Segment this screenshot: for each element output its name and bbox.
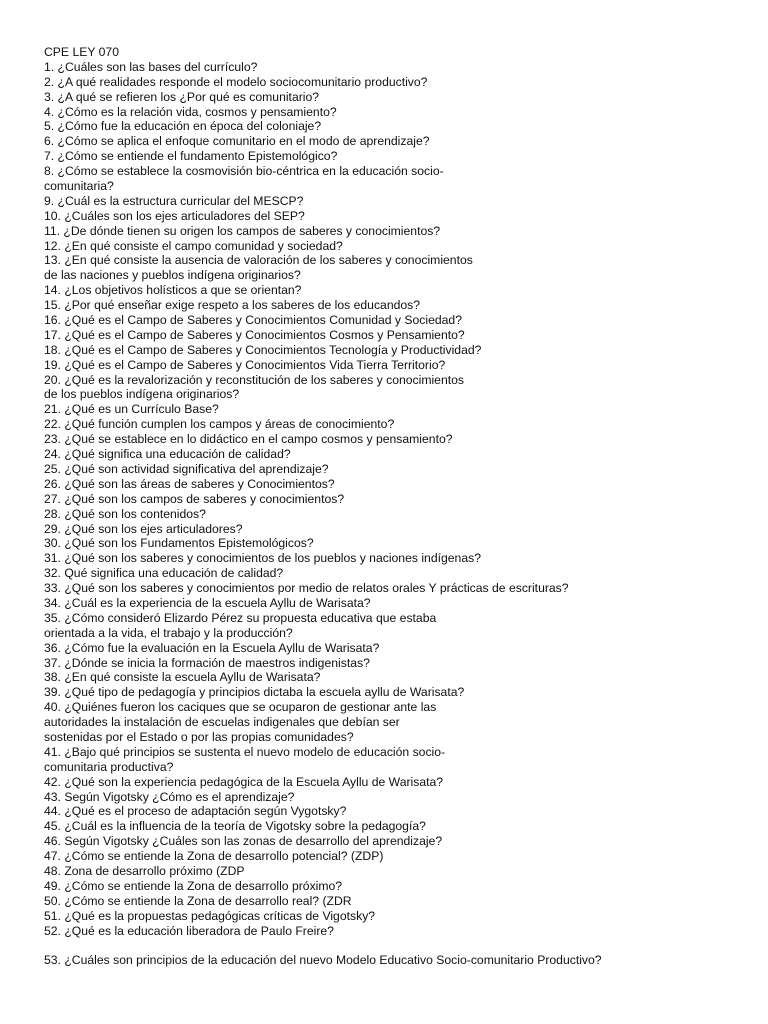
document-page	[44, 45, 744, 968]
question-line: 27. ¿Qué son los campos de saberes y conocimientos?	[44, 491, 345, 506]
question-line: 4. ¿Cómo es la relación vida, cosmos y pensamiento?	[44, 104, 337, 119]
question-line: 50. ¿Cómo se entiende la Zona de desarrollo real? (ZDR	[44, 893, 352, 908]
question-line: 19. ¿Qué es el Campo de Saberes y Conocimientos Vida Tierra Territorio?	[44, 357, 446, 372]
question-line-final: 53. ¿Cuáles son principios de la educación del nuevo Modelo Educativo Socio-comunitario Productivo?	[44, 953, 602, 968]
question-line: 36. ¿Cómo fue la evaluación en la Escuela Ayllu de Warisata?	[44, 640, 380, 655]
question-line: orientada a la vida, el trabajo y la producción?	[44, 625, 293, 640]
question-line: 41. ¿Bajo qué principios se sustenta el nuevo modelo de educación socio-	[44, 744, 446, 759]
question-line: 9. ¿Cuál es la estructura curricular del MESCP?	[44, 193, 304, 208]
question-line: 7. ¿Cómo se entiende el fundamento Epistemológico?	[44, 149, 338, 164]
question-line: 48. Zona de desarrollo próximo (ZDP	[44, 863, 245, 878]
question-line: 25. ¿Qué son actividad significativa del aprendizaje?	[44, 461, 329, 476]
question-line: comunitaria productiva?	[44, 759, 174, 774]
question-line: 6. ¿Cómo se aplica el enfoque comunitario en el modo de aprendizaje?	[44, 134, 430, 149]
question-line: 22. ¿Qué función cumplen los campos y áreas de conocimiento?	[44, 417, 395, 432]
question-line: 18. ¿Qué es el Campo de Saberes y Conocimientos Tecnología y Productividad?	[44, 342, 482, 357]
question-line: 12. ¿En qué consiste el campo comunidad y sociedad?	[44, 238, 343, 253]
question-line: 8. ¿Cómo se establece la cosmovisión bio-céntrica en la educación socio-	[44, 164, 444, 179]
question-line: 42. ¿Qué son la experiencia pedagógica de la Escuela Ayllu de Warisata?	[44, 774, 444, 789]
question-line: 21. ¿Qué es un Currículo Base?	[44, 402, 219, 417]
question-line: 3. ¿A qué se refieren los ¿Por qué es comunitario?	[44, 89, 320, 104]
question-line: 29. ¿Qué son los ejes articuladores?	[44, 521, 243, 536]
question-line: 33. ¿Qué son los saberes y conocimientos por medio de relatos orales Y prácticas de escrituras?	[44, 581, 569, 596]
question-line: 5. ¿Cómo fue la educación en época del coloniaje?	[44, 119, 322, 134]
question-line: 26. ¿Qué son las áreas de saberes y Conocimientos?	[44, 476, 335, 491]
question-line: 32. Qué significa una educación de calidad?	[44, 566, 284, 581]
question-line: sostenidas por el Estado o por las propias comunidades?	[44, 729, 354, 744]
question-line: de las naciones y pueblos indígena originarios?	[44, 268, 301, 283]
question-line: 34. ¿Cuál es la experiencia de la escuela Ayllu de Warisata?	[44, 595, 371, 610]
question-line: autoridades la instalación de escuelas indigenales que debían ser	[44, 715, 400, 730]
question-line: 45. ¿Cuál es la influencia de la teoría de Vigotsky sobre la pedagogía?	[44, 819, 426, 834]
question-line: de los pueblos indígena originarios?	[44, 387, 240, 402]
question-line: 1. ¿Cuáles son las bases del currículo?	[44, 59, 258, 74]
question-list	[44, 60, 744, 939]
question-line: 39. ¿Qué tipo de pedagogía y principios dictaba la escuela ayllu de Warisata?	[44, 685, 465, 700]
question-line: 38. ¿En qué consiste la escuela Ayllu de Warisata?	[44, 670, 321, 685]
question-line: 51. ¿Qué es la propuestas pedagógicas críticas de Vigotsky?	[44, 908, 376, 923]
question-line: 28. ¿Qué son los contenidos?	[44, 506, 206, 521]
question-line: 13. ¿En qué consiste la ausencia de valoración de los saberes y conocimientos	[44, 253, 473, 268]
question-line: 43. Según Vigotsky ¿Cómo es el aprendizaje?	[44, 789, 295, 804]
question-line: 49. ¿Cómo se entiende la Zona de desarrollo próximo?	[44, 878, 343, 893]
question-line: 15. ¿Por qué enseñar exige respeto a los saberes de los educandos?	[44, 298, 421, 313]
question-line: 16. ¿Qué es el Campo de Saberes y Conocimientos Comunidad y Sociedad?	[44, 313, 462, 328]
document-title: CPE LEY 070	[44, 45, 119, 59]
question-line: 11. ¿De dónde tienen su origen los campos de saberes y conocimientos?	[44, 223, 441, 238]
question-line: 35. ¿Cómo consideró Elizardo Pérez su propuesta educativa que estaba	[44, 610, 437, 625]
question-line: 46. Según Vigotsky ¿Cuáles son las zonas de desarrollo del aprendizaje?	[44, 834, 443, 849]
question-line: comunitaria?	[44, 179, 114, 194]
question-line: 52. ¿Qué es la educación liberadora de Paulo Freire?	[44, 923, 334, 938]
question-line: 44. ¿Qué es el proceso de adaptación según Vygotsky?	[44, 804, 347, 819]
question-line: 40. ¿Quiénes fueron los caciques que se ocuparon de gestionar ante las	[44, 700, 437, 715]
question-line: 30. ¿Qué son los Fundamentos Epistemológicos?	[44, 536, 314, 551]
question-line: 47. ¿Cómo se entiende la Zona de desarrollo potencial? (ZDP)	[44, 849, 384, 864]
question-line: 14. ¿Los objetivos holísticos a que se orientan?	[44, 283, 302, 298]
question-line: 23. ¿Qué se establece en lo didáctico en el campo cosmos y pensamiento?	[44, 432, 453, 447]
question-line: 20. ¿Qué es la revalorización y reconstitución de los saberes y conocimientos	[44, 372, 464, 387]
question-line: 31. ¿Qué son los saberes y conocimientos de los pueblos y naciones indígenas?	[44, 551, 481, 566]
question-line: 10. ¿Cuáles son los ejes articuladores del SEP?	[44, 208, 305, 223]
question-line: 24. ¿Qué significa una educación de calidad?	[44, 447, 291, 462]
blank-line	[44, 938, 744, 953]
question-line: 37. ¿Dónde se inicia la formación de maestros indigenistas?	[44, 655, 370, 670]
question-line: 2. ¿A qué realidades responde el modelo sociocomunitario productivo?	[44, 74, 428, 89]
question-line: 17. ¿Qué es el Campo de Saberes y Conocimientos Cosmos y Pensamiento?	[44, 327, 465, 342]
